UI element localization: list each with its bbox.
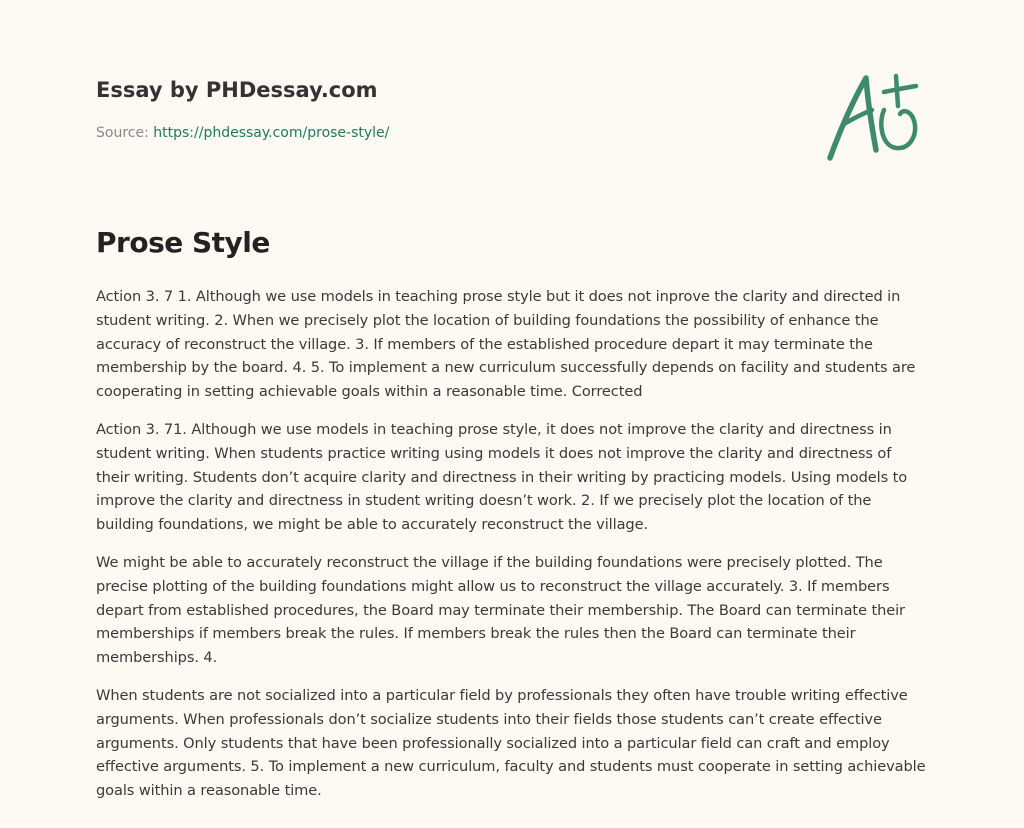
source-link[interactable]: https://phdessay.com/prose-style/ (153, 125, 390, 141)
a-plus-grade-icon (822, 66, 932, 166)
source-label: Source: (96, 125, 149, 141)
essay-title: Prose Style (96, 226, 270, 259)
essay-paragraph: Action 3. 71. Although we use models in teaching prose style, it does not improve the clarity and directness in student writing. When students practice writing using models it does not improve the clarity and directness of their writing. Students don’t acquire clarity and directness in their writing by practicing models. Using models to improve the clarity and directness in student writing doesn’t work. 2. If we precisely plot the location of the building foundations, we might be able to accurately reconstruct the village. (96, 420, 908, 534)
source-line (96, 123, 389, 143)
essay-body (96, 285, 926, 817)
essay-paragraph: We might be able to accurately reconstruct the village if the building foundations were precisely plotted. The precise plotting of the building foundations might allow us to reconstruct the village accurately. 3. If members depart from established procedures, the Board may terminate their membership. The Board can terminate their memberships if members break the rules. If members break the rules then the Board can terminate their memberships. 4. (96, 553, 905, 667)
essay-paragraph: Action 3. 7 1. Although we use models in teaching prose style but it does not inprove the clarity and directed in student writing. 2. When we precisely plot the location of building foundations the possibility of enhance the accuracy of reconstruct the village. 3. If members of the established procedure depart it may terminate the membership by the board. 4. 5. To implement a new curriculum successfully depends on facility and students are cooperating in setting achievable goals within a reasonable time. Corrected (96, 288, 916, 401)
site-title: Essay by PHDessay.com (96, 78, 378, 102)
essay-paragraph: When students are not socialized into a particular field by professionals they often have trouble writing effective arguments. When professionals don’t socialize students into their fields those students can’t create effective arguments. Only students that have been professionally socialized into a particular field can craft and employ effective arguments. 5. To implement a new curriculum, faculty and students must cooperate in setting achievable goals within a reasonable time. (96, 686, 926, 800)
